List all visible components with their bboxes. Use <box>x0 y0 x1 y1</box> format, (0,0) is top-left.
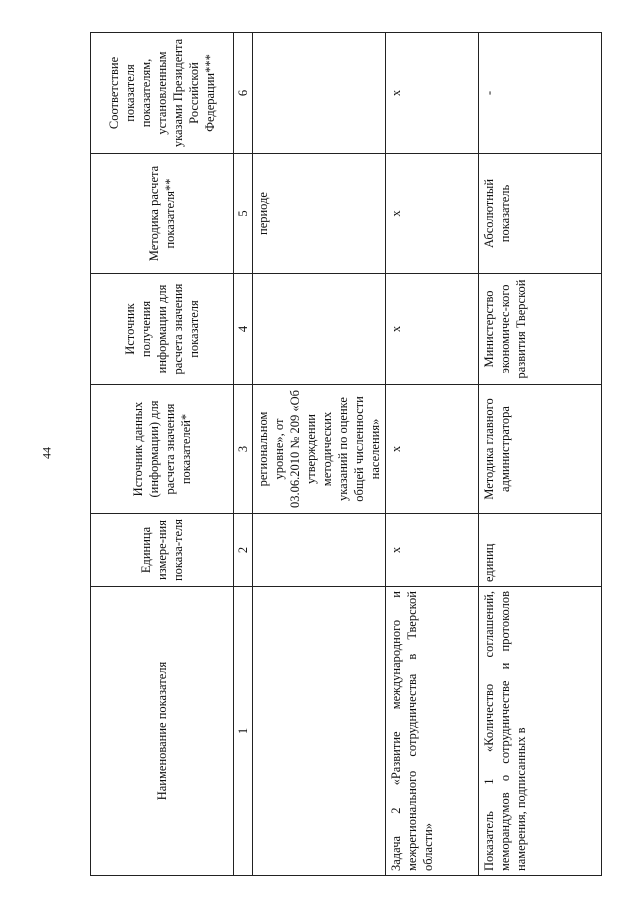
table-cell <box>253 514 386 587</box>
table-row <box>479 33 602 876</box>
column-number: 6 <box>234 33 253 154</box>
table-cell <box>253 274 386 385</box>
table-cell: Методика главного администратора <box>479 385 602 514</box>
header-methodology: Методика расчета показателя** <box>91 154 234 274</box>
indicator-name-cell: Показатель 1 «Количество соглашений, меморандумов о сотрудничестве и протоколов намерения, подписанных в <box>479 587 602 876</box>
table-cell: региональном уровне», от 03.06.2010 № 209 «Об утверждении методических указаний по оценке общей численности населения» <box>253 385 386 514</box>
table-header-row <box>91 33 234 876</box>
table-cell: Министерство экономичес-кого развития Тверской <box>479 274 602 385</box>
column-number: 5 <box>234 154 253 274</box>
column-number: 4 <box>234 274 253 385</box>
table-cell: - <box>479 33 602 154</box>
table-cell: х <box>386 514 479 587</box>
table-cell: х <box>386 274 479 385</box>
table-cell: х <box>386 385 479 514</box>
column-number: 3 <box>234 385 253 514</box>
page-number: 44 <box>39 447 54 459</box>
table-cell: х <box>386 33 479 154</box>
header-indicator-name: Наименование показателя <box>91 587 234 876</box>
table-cell: х <box>386 154 479 274</box>
header-info-source: Источник получения информации для расчета значения показателя <box>91 274 234 385</box>
table-cell <box>253 587 386 876</box>
column-number-row <box>234 33 253 876</box>
table-cell: единиц <box>479 514 602 587</box>
indicator-table <box>90 32 602 876</box>
header-presidential-compliance: Соответствие показателя показателям, установленным указами Президента Российской Федерации*** <box>91 33 234 154</box>
table-row <box>386 33 479 876</box>
rotated-page-content <box>90 33 561 876</box>
header-data-source: Источник данных (информации) для расчета значения показателей* <box>91 385 234 514</box>
column-number: 1 <box>234 587 253 876</box>
table-cell <box>253 33 386 154</box>
column-number: 2 <box>234 514 253 587</box>
table-cell: Абсолютный показатель <box>479 154 602 274</box>
table-row <box>253 33 386 876</box>
task-name-cell: Задача 2 «Развитие международного и межрегионального сотрудничества в Тверской области» <box>386 587 479 876</box>
table-cell: периоде <box>253 154 386 274</box>
header-unit: Единица измере-ния показа-теля <box>91 514 234 587</box>
